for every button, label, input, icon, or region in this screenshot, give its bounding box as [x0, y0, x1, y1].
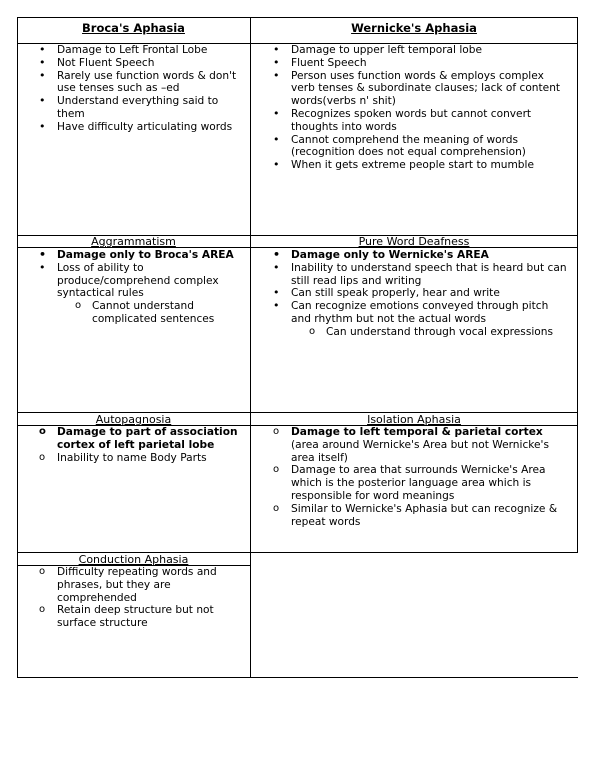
conduction-aphasia-heading: Conduction Aphasia	[78, 553, 189, 566]
list-item: o Damage to part of association cortex of left parietal lobe	[17, 426, 245, 452]
isolation-aphasia-cell	[251, 426, 571, 528]
table-border-bottom	[17, 677, 578, 678]
list-item-detail: (area around Wernicke's Area but not Wernicke's area itself)	[291, 438, 549, 464]
list-item: • Damage only to Broca's AREA	[17, 249, 245, 262]
list-item: • Can still speak properly, hear and write	[251, 287, 571, 300]
list-item: o Similar to Wernicke's Aphasia but can recognize & repeat words	[251, 503, 571, 529]
list-item-bold: Damage to left temporal & parietal cortex	[291, 426, 543, 438]
list-item: • Inability to understand speech that is heard but can still read lips and writing	[251, 262, 571, 288]
list-item: o Damage to area that surrounds Wernicke's Area which is the posterior language area which is responsible for word meanings	[251, 464, 571, 502]
list-item: • Have difficulty articulating words	[17, 121, 245, 134]
list-item: • Person uses function words & employs complex verb tenses & subordinate clauses; lack of content words(verbs n' shit)	[251, 70, 571, 108]
aphasia-table	[17, 17, 578, 678]
list-item: • Damage only to Wernicke's AREA	[251, 249, 571, 262]
agrammatism-cell	[17, 249, 245, 326]
list-item: • When it gets extreme people start to mumble	[251, 159, 571, 172]
table-border-right	[577, 17, 578, 553]
list-item: o Can understand through vocal expressions	[251, 326, 571, 339]
autopagnosia-cell	[17, 426, 245, 464]
isolation-aphasia-heading: Isolation Aphasia	[367, 413, 461, 426]
list-item: • Damage to upper left temporal lobe	[251, 44, 571, 57]
list-item: • Cannot comprehend the meaning of words (recognition does not equal comprehension)	[251, 134, 571, 160]
agrammatism-heading: Aggrammatism	[91, 235, 176, 248]
list-item: o Inability to name Body Parts	[17, 452, 245, 465]
wernickes-aphasia-cell	[251, 44, 571, 172]
table-border-top	[17, 17, 578, 18]
list-item: • Rarely use function words & don't use tenses such as –ed	[17, 70, 245, 96]
list-item	[251, 426, 571, 464]
list-item: • Can recognize emotions conveyed through pitch and rhythm but not the actual words	[251, 300, 571, 326]
list-item: • Damage to Left Frontal Lobe	[17, 44, 245, 57]
brocas-aphasia-cell	[17, 44, 245, 134]
wernickes-aphasia-heading: Wernicke's Aphasia	[351, 21, 477, 35]
conduction-aphasia-cell	[17, 566, 245, 630]
list-item: o Difficulty repeating words and phrases, but they are comprehended	[17, 566, 245, 604]
list-item: • Not Fluent Speech	[17, 57, 245, 70]
autopagnosia-heading: Autopagnosia	[95, 413, 172, 426]
list-item: • Loss of ability to produce/comprehend complex syntactical rules	[17, 262, 245, 300]
list-item: o Cannot understand complicated sentences	[17, 300, 245, 326]
list-item: • Recognizes spoken words but cannot convert thoughts into words	[251, 108, 571, 134]
brocas-aphasia-heading: Broca's Aphasia	[82, 21, 185, 35]
pure-word-deafness-cell	[251, 249, 571, 339]
list-item: • Fluent Speech	[251, 57, 571, 70]
list-item: o Retain deep structure but not surface structure	[17, 604, 245, 630]
pure-word-deafness-heading: Pure Word Deafness	[358, 235, 470, 248]
list-item: • Understand everything said to them	[17, 95, 245, 121]
